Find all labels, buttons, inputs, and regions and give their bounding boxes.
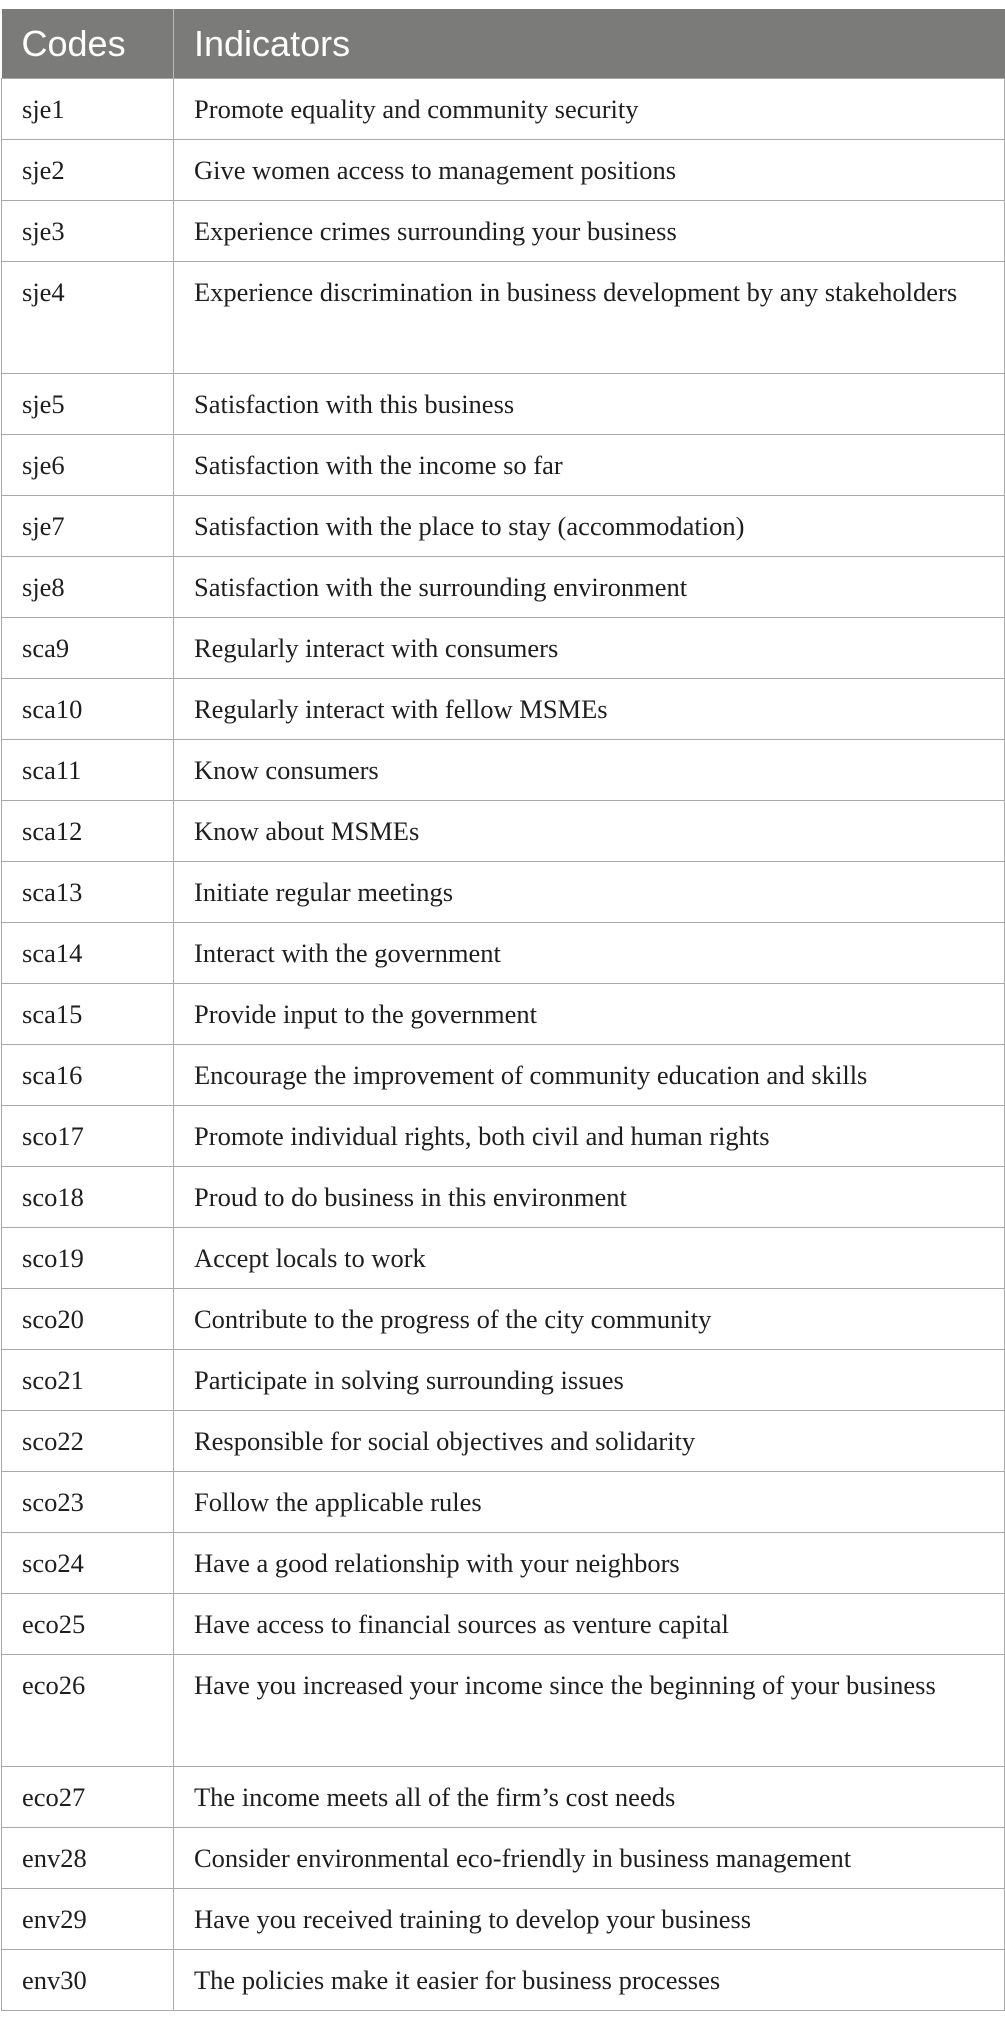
indicator-cell: Promote individual rights, both civil and human rights [174, 1106, 1005, 1167]
header-indicators: Indicators [174, 9, 1005, 79]
code-cell: env28 [2, 1828, 174, 1889]
code-cell: eco25 [2, 1594, 174, 1655]
table-row [2, 862, 1005, 923]
table-row [2, 801, 1005, 862]
indicator-cell: Responsible for social objectives and solidarity [174, 1411, 1005, 1472]
table-row [2, 1594, 1005, 1655]
indicator-cell: Regularly interact with consumers [174, 618, 1005, 679]
table-row [2, 1828, 1005, 1889]
table-row [2, 79, 1005, 140]
code-cell: sca14 [2, 923, 174, 984]
code-cell: sca16 [2, 1045, 174, 1106]
indicator-cell: Accept locals to work [174, 1228, 1005, 1289]
indicator-cell: Satisfaction with the place to stay (accommodation) [174, 496, 1005, 557]
table-row [2, 923, 1005, 984]
indicator-cell: Promote equality and community security [174, 79, 1005, 140]
code-cell: sje6 [2, 435, 174, 496]
indicator-cell: Know consumers [174, 740, 1005, 801]
indicator-cell: Satisfaction with this business [174, 374, 1005, 435]
code-cell: sco20 [2, 1289, 174, 1350]
table-row [2, 1950, 1005, 2011]
code-cell: eco26 [2, 1655, 174, 1767]
indicator-cell: The income meets all of the firm’s cost needs [174, 1767, 1005, 1828]
code-cell: sca12 [2, 801, 174, 862]
indicator-cell: Regularly interact with fellow MSMEs [174, 679, 1005, 740]
code-cell: sco23 [2, 1472, 174, 1533]
table-row [2, 1350, 1005, 1411]
indicator-cell: Give women access to management positions [174, 140, 1005, 201]
code-cell: sje5 [2, 374, 174, 435]
indicator-cell: Experience discrimination in business development by any stakeholders [174, 262, 1005, 374]
table-row [2, 1767, 1005, 1828]
header-codes: Codes [2, 9, 174, 79]
table-row [2, 140, 1005, 201]
table-row [2, 1289, 1005, 1350]
indicators-table [1, 9, 1005, 2011]
code-cell: sco19 [2, 1228, 174, 1289]
indicator-cell: Consider environmental eco-friendly in business management [174, 1828, 1005, 1889]
code-cell: sco21 [2, 1350, 174, 1411]
indicator-cell: Encourage the improvement of community education and skills [174, 1045, 1005, 1106]
table-row [2, 1533, 1005, 1594]
table-row [2, 1472, 1005, 1533]
table-row [2, 740, 1005, 801]
indicator-cell: Contribute to the progress of the city community [174, 1289, 1005, 1350]
indicator-cell: Satisfaction with the surrounding environment [174, 557, 1005, 618]
table-row [2, 435, 1005, 496]
table-row [2, 1411, 1005, 1472]
indicator-cell: Satisfaction with the income so far [174, 435, 1005, 496]
indicator-cell: The policies make it easier for business processes [174, 1950, 1005, 2011]
code-cell: sca13 [2, 862, 174, 923]
code-cell: sca10 [2, 679, 174, 740]
table-row [2, 1045, 1005, 1106]
table-row [2, 984, 1005, 1045]
table-row [2, 1106, 1005, 1167]
table-row [2, 1889, 1005, 1950]
indicator-cell: Follow the applicable rules [174, 1472, 1005, 1533]
indicator-cell: Have a good relationship with your neighbors [174, 1533, 1005, 1594]
indicator-cell: Have you increased your income since the beginning of your business [174, 1655, 1005, 1767]
indicator-cell: Interact with the government [174, 923, 1005, 984]
table-row [2, 618, 1005, 679]
code-cell: sco17 [2, 1106, 174, 1167]
table-header-row [2, 9, 1005, 79]
code-cell: env29 [2, 1889, 174, 1950]
code-cell: sco24 [2, 1533, 174, 1594]
table-row [2, 1655, 1005, 1767]
code-cell: sje2 [2, 140, 174, 201]
code-cell: eco27 [2, 1767, 174, 1828]
code-cell: env30 [2, 1950, 174, 2011]
code-cell: sca11 [2, 740, 174, 801]
indicators-table-container [1, 9, 1004, 2011]
code-cell: sco22 [2, 1411, 174, 1472]
indicator-cell: Proud to do business in this environment [174, 1167, 1005, 1228]
code-cell: sca9 [2, 618, 174, 679]
table-row [2, 1228, 1005, 1289]
indicator-cell: Experience crimes surrounding your business [174, 201, 1005, 262]
table-row [2, 1167, 1005, 1228]
table-row [2, 374, 1005, 435]
code-cell: sje8 [2, 557, 174, 618]
table-body [2, 79, 1005, 2011]
indicator-cell: Have access to financial sources as venture capital [174, 1594, 1005, 1655]
code-cell: sje1 [2, 79, 174, 140]
table-row [2, 679, 1005, 740]
indicator-cell: Provide input to the government [174, 984, 1005, 1045]
code-cell: sje4 [2, 262, 174, 374]
table-row [2, 496, 1005, 557]
table-row [2, 262, 1005, 374]
code-cell: sje3 [2, 201, 174, 262]
table-row [2, 557, 1005, 618]
indicator-cell: Know about MSMEs [174, 801, 1005, 862]
indicator-cell: Initiate regular meetings [174, 862, 1005, 923]
code-cell: sje7 [2, 496, 174, 557]
table-row [2, 201, 1005, 262]
code-cell: sco18 [2, 1167, 174, 1228]
indicator-cell: Participate in solving surrounding issues [174, 1350, 1005, 1411]
indicator-cell: Have you received training to develop your business [174, 1889, 1005, 1950]
code-cell: sca15 [2, 984, 174, 1045]
